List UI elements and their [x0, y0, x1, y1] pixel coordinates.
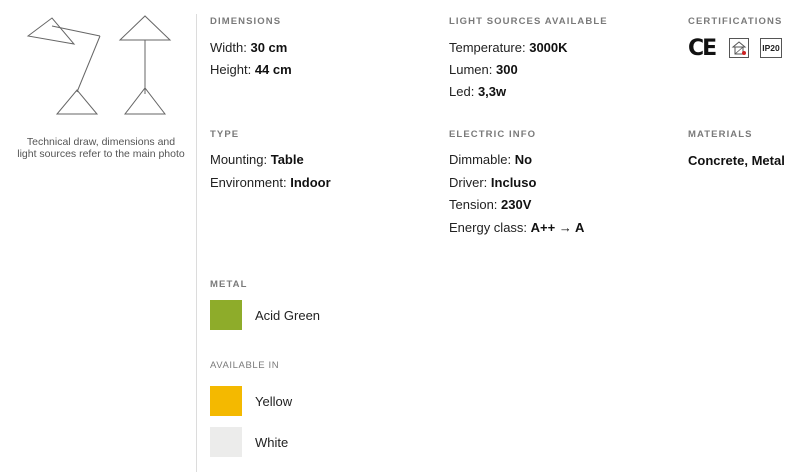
materials-row: [688, 153, 785, 168]
available-in-title: AVAILABLE IN: [210, 360, 280, 371]
type-title: TYPE: [210, 129, 240, 140]
lamp-technical-drawing: [22, 14, 182, 124]
metal-color-label: Acid Green: [255, 308, 321, 323]
width-row: [210, 40, 287, 55]
tension-value: 230V: [501, 197, 532, 212]
height-value: 44 cm: [254, 62, 292, 77]
energy-class-row: [449, 220, 584, 235]
materials-title: MATERIALS: [688, 129, 753, 140]
height-label: Height:: [210, 62, 252, 77]
energy-class-label: Energy class:: [449, 220, 528, 235]
dimmable-row: [449, 152, 532, 167]
color-label-white: White: [255, 435, 289, 450]
driver-label: Driver:: [449, 175, 488, 190]
lumen-row: [449, 62, 518, 77]
tension-row: [449, 197, 531, 212]
color-swatch-white[interactable]: [210, 427, 242, 457]
energy-class-value: A++ → A: [530, 220, 585, 235]
led-value: 3,3w: [477, 84, 507, 99]
tension-label: Tension:: [449, 197, 498, 212]
temperature-row: [449, 40, 568, 55]
temperature-value: 3000K: [529, 40, 568, 55]
mounting-label: Mounting:: [210, 152, 268, 167]
led-label: Led:: [449, 84, 475, 99]
lamp-front-view-icon: [120, 16, 170, 114]
lumen-value: 300: [496, 62, 518, 77]
technical-drawing-caption: Technical draw, dimensions and light sources refer to the main photo: [17, 136, 185, 160]
lumen-label: Lumen:: [449, 62, 493, 77]
width-label: Width:: [210, 40, 247, 55]
technical-drawing-panel: [0, 0, 196, 472]
electric-info-title: ELECTRIC INFO: [449, 129, 537, 140]
lamp-side-view-icon: [28, 18, 100, 114]
mounting-value: Table: [270, 152, 304, 167]
driver-row: [449, 175, 536, 190]
metal-title: METAL: [210, 279, 248, 290]
mounting-row: [210, 152, 304, 167]
driver-value: Incluso: [490, 175, 537, 190]
dimensions-title: DIMENSIONS: [210, 16, 282, 27]
dimmable-label: Dimmable:: [449, 152, 512, 167]
width-value: 30 cm: [250, 40, 288, 55]
materials-value: Concrete, Metal: [688, 153, 785, 168]
environment-row: [210, 175, 331, 190]
indoor-house-icon: [729, 38, 749, 58]
environment-value: Indoor: [290, 175, 331, 190]
environment-label: Environment:: [210, 175, 287, 190]
dimmable-value: No: [514, 152, 533, 167]
ip20-badge: IP20: [760, 38, 782, 58]
certifications-title: CERTIFICATIONS: [688, 16, 783, 27]
height-row: [210, 62, 292, 77]
light-sources-title: LIGHT SOURCES AVAILABLE: [449, 16, 608, 27]
metal-color-swatch[interactable]: [210, 300, 242, 330]
color-label-yellow: Yellow: [255, 394, 293, 409]
color-swatch-yellow[interactable]: [210, 386, 242, 416]
temperature-label: Temperature:: [449, 40, 526, 55]
led-row: [449, 84, 506, 99]
vertical-divider: [196, 14, 197, 472]
ce-mark-icon: CE: [688, 36, 716, 61]
